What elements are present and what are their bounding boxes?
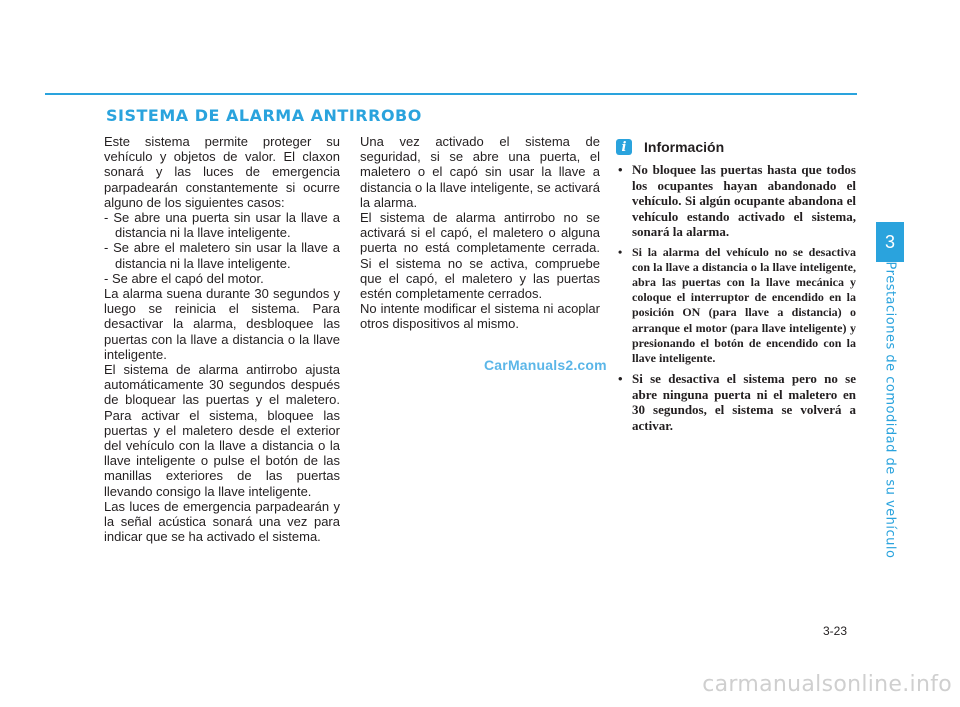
bullet-icon: •	[618, 371, 623, 387]
paragraph: El sistema de alarma antirrobo ajusta automáticamente 30 segundos después de bloquear las puertas y el maletero. Para activar el sistema, bloquee las puertas y el maletero desde el exterior del vehículo con la llave a distancia o la llave inteligente o pulse el botón de las manillas exteriores de las puertas llevando consigo la llave inteligente.	[104, 362, 340, 499]
info-icon: i	[616, 139, 632, 155]
info-title: Información	[644, 139, 725, 155]
paragraph: Este sistema permite proteger su vehículo y objetos de valor. El claxon sonará y las luces de emergencia parpadearán constantemente si ocurre alguno de los siguientes casos:	[104, 134, 340, 210]
column-left	[104, 134, 340, 544]
chapter-title: Prestaciones de comodidad de su vehículo	[882, 261, 898, 559]
info-item: • Si la alarma del vehículo no se desactiva con la llave a distancia o la llave inteligente, abra las puertas con la llave mecánica y coloque el interruptor de encendido en la posición ON (para llave a distancia) o arranque el motor (para llave inteligente) y presionando el botón de encendido con la llave inteligente.	[618, 244, 856, 365]
top-divider	[45, 93, 857, 95]
chapter-tab: 3	[876, 222, 904, 262]
watermark-link[interactable]: CarManuals2.com	[484, 357, 607, 373]
list-item: - Se abre una puerta sin usar la llave a distancia ni la llave inteligente.	[104, 210, 340, 241]
page-number: 3-23	[823, 624, 848, 638]
list-item: - Se abre el capó del motor.	[104, 270, 264, 286]
info-list	[616, 162, 856, 438]
paragraph: No intente modificar el sistema ni acoplar otros dispositivos al mismo.	[360, 301, 600, 332]
info-item: • Si se desactiva el sistema pero no se abre ninguna puerta ni el maletero en 30 segundos, el sistema se volverá a activar.	[618, 371, 856, 433]
paragraph: El sistema de alarma antirrobo no se activará si el capó, el maletero o alguna puerta no está completamente cerrada. Si el sistema no se activa, compruebe que el capó, el maletero y las puertas estén completamente cerrados.	[360, 210, 600, 302]
info-header	[616, 139, 724, 155]
section-title: SISTEMA DE ALARMA ANTIRROBO	[106, 106, 422, 125]
info-item: • No bloquee las puertas hasta que todos los ocupantes hayan abandonado el vehículo. Si algún ocupante abandona el vehículo estando activado el sistema, sonará la alarma.	[618, 162, 856, 239]
paragraph: La alarma suena durante 30 segundos y luego se reinicia el sistema. Para desactivar la alarma, desbloquee las puertas con la llave a distancia o la llave inteligente.	[104, 286, 340, 362]
paragraph: Una vez activado el sistema de seguridad, si se abre una puerta, el maletero o el capó sin usar la llave a distancia o la llave inteligente, se activará la alarma.	[360, 134, 600, 210]
list-item: - Se abre el maletero sin usar la llave a distancia ni la llave inteligente.	[104, 240, 340, 271]
paragraph: Las luces de emergencia parpadearán y la señal acústica sonará una vez para indicar que se ha activado el sistema.	[104, 498, 340, 545]
bullet-icon: •	[618, 162, 623, 177]
footer-watermark: carmanualsonline.info	[702, 672, 952, 697]
bullet-icon: •	[618, 244, 623, 259]
column-middle	[360, 134, 600, 332]
